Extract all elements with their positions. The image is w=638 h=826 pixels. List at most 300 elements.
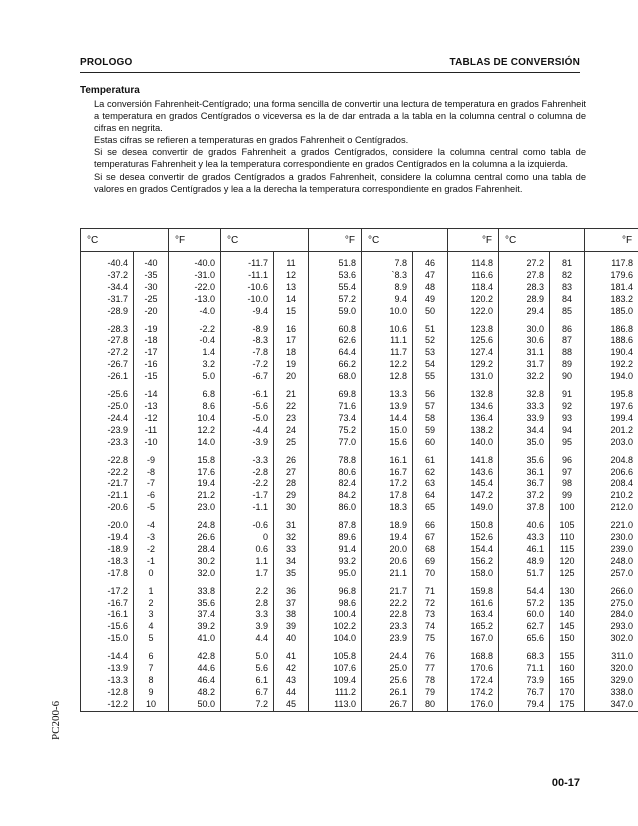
table-cell: 39.2 (169, 621, 221, 633)
table-cell: 16.7 (362, 467, 413, 479)
table-cell: -9 (134, 449, 169, 467)
table-cell: 2.2 (221, 580, 274, 598)
table-row (81, 663, 638, 675)
table-cell: 100.4 (309, 609, 362, 621)
table-cell: 138.2 (448, 425, 499, 437)
table-cell: -2.8 (221, 467, 274, 479)
table-cell: 23.3 (362, 621, 413, 633)
table-cell: 87 (550, 335, 585, 347)
table-cell: `8.3 (362, 270, 413, 282)
table-cell: -1 (134, 556, 169, 568)
table-cell: 20.6 (362, 556, 413, 568)
table-cell: -20.0 (81, 514, 134, 532)
table-cell: 93 (550, 413, 585, 425)
table-cell: 93.2 (309, 556, 362, 568)
table-cell: 4.4 (221, 633, 274, 645)
table-cell: 25 (274, 437, 309, 449)
table-cell: 49 (413, 294, 448, 306)
table-cell: 104.0 (309, 633, 362, 645)
table-cell: 79 (413, 687, 448, 699)
table-row (81, 383, 638, 401)
table-cell: -8 (134, 467, 169, 479)
table-cell: 53.6 (309, 270, 362, 282)
table-cell: 117.8 (585, 252, 638, 270)
table-cell: -8.9 (221, 318, 274, 336)
table-cell: -16 (134, 359, 169, 371)
table-cell: 34 (274, 556, 309, 568)
table-cell: 60.0 (499, 609, 550, 621)
table-cell: 15 (274, 306, 309, 318)
table-cell: 82.4 (309, 478, 362, 490)
table-cell: 98 (550, 478, 585, 490)
table-cell: 17.2 (362, 478, 413, 490)
table-cell: 83 (550, 282, 585, 294)
table-cell: 15.0 (362, 425, 413, 437)
table-cell: 160 (550, 663, 585, 675)
table-cell: -7 (134, 478, 169, 490)
table-cell: 111.2 (309, 687, 362, 699)
table-row (81, 359, 638, 371)
table-cell: 47 (413, 270, 448, 282)
section-title: Temperatura (80, 85, 140, 96)
table-cell: -22.0 (169, 282, 221, 294)
table-cell: 50.0 (169, 699, 221, 711)
temperature-conversion-table (80, 228, 638, 712)
table-cell: 204.8 (585, 449, 638, 467)
table-cell: 36.1 (499, 467, 550, 479)
table-cell: -0.4 (169, 335, 221, 347)
table-cell: 167.0 (448, 633, 499, 645)
table-cell: 30.6 (499, 335, 550, 347)
table-cell: 33.9 (499, 413, 550, 425)
table-row (81, 532, 638, 544)
table-cell: 113.0 (309, 699, 362, 711)
table-cell: -25 (134, 294, 169, 306)
table-cell: -16.1 (81, 609, 134, 621)
table-cell: 154.4 (448, 544, 499, 556)
table-row (81, 544, 638, 556)
table-cell: 9.4 (362, 294, 413, 306)
table-cell: -2 (134, 544, 169, 556)
table-cell: 3.2 (169, 359, 221, 371)
table-cell: 89 (550, 359, 585, 371)
table-cell: 118.4 (448, 282, 499, 294)
table-cell: 100 (550, 502, 585, 514)
table-row (81, 449, 638, 467)
table-cell: -37.2 (81, 270, 134, 282)
table-cell: 183.2 (585, 294, 638, 306)
table-cell: 131.0 (448, 371, 499, 383)
table-row (81, 598, 638, 610)
table-cell: 186.8 (585, 318, 638, 336)
table-cell: 5.0 (169, 371, 221, 383)
table-cell: -18 (134, 335, 169, 347)
table-cell: 37 (274, 598, 309, 610)
table-header-row (81, 229, 638, 252)
table-cell: -9.4 (221, 306, 274, 318)
table-cell: 73 (413, 609, 448, 621)
table-cell: -40.4 (81, 252, 134, 270)
table-cell: 140.0 (448, 437, 499, 449)
table-cell: 2 (134, 598, 169, 610)
table-cell: 114.8 (448, 252, 499, 270)
table-cell: 221.0 (585, 514, 638, 532)
table-body (81, 252, 638, 712)
table-cell: 116.6 (448, 270, 499, 282)
table-cell: -22.2 (81, 467, 134, 479)
table-cell: 96.8 (309, 580, 362, 598)
table-cell: -5.0 (221, 413, 274, 425)
table-cell: 201.2 (585, 425, 638, 437)
table-cell: 15.8 (169, 449, 221, 467)
table-cell: 41 (274, 645, 309, 663)
table-cell: 29 (274, 490, 309, 502)
table-cell: 150.8 (448, 514, 499, 532)
table-row (81, 282, 638, 294)
table-cell: 122.0 (448, 306, 499, 318)
table-cell: 185.0 (585, 306, 638, 318)
table-cell: -20.6 (81, 502, 134, 514)
header-celsius: °C (221, 229, 309, 252)
table-cell: 43.3 (499, 532, 550, 544)
table-cell: 26.7 (362, 699, 413, 711)
table-row (81, 645, 638, 663)
table-cell: 71.1 (499, 663, 550, 675)
table-cell: 34.4 (499, 425, 550, 437)
table-cell: -7.2 (221, 359, 274, 371)
table-cell: 107.6 (309, 663, 362, 675)
table-cell: -2.2 (221, 478, 274, 490)
table-cell: 17.6 (169, 467, 221, 479)
table-cell: 45 (274, 699, 309, 711)
table-cell: -14.4 (81, 645, 134, 663)
table-cell: 338.0 (585, 687, 638, 699)
table-cell: 206.6 (585, 467, 638, 479)
table-cell: -13 (134, 401, 169, 413)
table-cell: -15 (134, 371, 169, 383)
table-cell: -4.0 (169, 306, 221, 318)
table-cell: 60 (413, 437, 448, 449)
table-cell: 77 (413, 663, 448, 675)
table-cell: 69.8 (309, 383, 362, 401)
table-cell: 266.0 (585, 580, 638, 598)
table-cell: -31.7 (81, 294, 134, 306)
table-cell: 26.6 (169, 532, 221, 544)
table-cell: -20 (134, 306, 169, 318)
table-cell: 329.0 (585, 675, 638, 687)
intro-text (94, 98, 586, 195)
table-cell: 175 (550, 699, 585, 711)
table-row (81, 347, 638, 359)
table-cell: -27.8 (81, 335, 134, 347)
table-cell: 62.6 (309, 335, 362, 347)
table-cell: -11.7 (221, 252, 274, 270)
table-cell: 176.0 (448, 699, 499, 711)
table-cell: 156.2 (448, 556, 499, 568)
table-cell: 35.0 (499, 437, 550, 449)
table-cell: -8.3 (221, 335, 274, 347)
table-row (81, 675, 638, 687)
intro-paragraph: La conversión Fahrenheit-Centígrado; una forma sencilla de convertir una lectura de temperatura en grados Fahrenheit a temperatura en grados Centígrados o viceversa es la de dar entrada a la tabla en la columna central o columna de cifras en negrita. (94, 99, 586, 134)
table-cell: 68 (413, 544, 448, 556)
table-cell: 28.9 (499, 294, 550, 306)
table-cell: 18.9 (362, 514, 413, 532)
table-cell: 18.3 (362, 502, 413, 514)
table-cell: -6.7 (221, 371, 274, 383)
table-cell: -40 (134, 252, 169, 270)
table-cell: -17 (134, 347, 169, 359)
table-cell: 6.7 (221, 687, 274, 699)
table-cell: -4 (134, 514, 169, 532)
table-cell: 50 (413, 306, 448, 318)
table-cell: 6.8 (169, 383, 221, 401)
table-cell: 38 (274, 609, 309, 621)
table-cell: -28.9 (81, 306, 134, 318)
table-cell: -18.9 (81, 544, 134, 556)
table-cell: -31.0 (169, 270, 221, 282)
table-cell: 320.0 (585, 663, 638, 675)
table-cell: 3 (134, 609, 169, 621)
intro-paragraph: Si se desea convertir de grados Centígrados a grados Fahrenheit, considere la columna central como una tabla de valores en grados Centígrados y lea a la derecha la temperatura correspondiente en grados Fahrenheit. (94, 171, 586, 194)
table-cell: 27 (274, 467, 309, 479)
table-row (81, 467, 638, 479)
table-cell: 22 (274, 401, 309, 413)
table-cell: 36 (274, 580, 309, 598)
header-fahrenheit: °F (448, 229, 499, 252)
table-cell: 33.8 (169, 580, 221, 598)
table-cell: 61 (413, 449, 448, 467)
table-cell: 109.4 (309, 675, 362, 687)
table-cell: 57.2 (499, 598, 550, 610)
table-cell: 0 (134, 568, 169, 580)
table-cell: -23.3 (81, 437, 134, 449)
table-row (81, 478, 638, 490)
table-cell: 57.2 (309, 294, 362, 306)
table-cell: 43 (274, 675, 309, 687)
table-cell: 105.8 (309, 645, 362, 663)
table-row (81, 556, 638, 568)
table-cell: 203.0 (585, 437, 638, 449)
table-cell: 78.8 (309, 449, 362, 467)
table-cell: 76.7 (499, 687, 550, 699)
table-cell: 8.6 (169, 401, 221, 413)
table-cell: -13.3 (81, 675, 134, 687)
table-cell: 55.4 (309, 282, 362, 294)
table-cell: 35 (274, 568, 309, 580)
table-cell: 302.0 (585, 633, 638, 645)
table-cell: 91.4 (309, 544, 362, 556)
table-cell: 25.0 (362, 663, 413, 675)
table-cell: -3 (134, 532, 169, 544)
table-cell: 129.2 (448, 359, 499, 371)
header-celsius: °C (81, 229, 169, 252)
table-cell: 68.3 (499, 645, 550, 663)
table-cell: 127.4 (448, 347, 499, 359)
table-cell: 11.1 (362, 335, 413, 347)
table-cell: -6.1 (221, 383, 274, 401)
table-cell: 293.0 (585, 621, 638, 633)
table-cell: -34.4 (81, 282, 134, 294)
table-cell: -35 (134, 270, 169, 282)
table-cell: 91 (550, 383, 585, 401)
table-cell: 140 (550, 609, 585, 621)
table-cell: 28.4 (169, 544, 221, 556)
table-cell: 96 (550, 449, 585, 467)
table-cell: 13.9 (362, 401, 413, 413)
table-row (81, 699, 638, 711)
table-row (81, 633, 638, 645)
table-cell: 23.9 (362, 633, 413, 645)
table-cell: 150 (550, 633, 585, 645)
table-cell: -26.7 (81, 359, 134, 371)
table-cell: 81 (550, 252, 585, 270)
table-cell: 12.2 (169, 425, 221, 437)
table-cell: 4 (134, 621, 169, 633)
table-cell: 70 (413, 568, 448, 580)
table-cell: 208.4 (585, 478, 638, 490)
table-row (81, 437, 638, 449)
table-cell: 5.0 (221, 645, 274, 663)
table-cell: 66 (413, 514, 448, 532)
table-cell: 16 (274, 318, 309, 336)
table-cell: 134.6 (448, 401, 499, 413)
table-cell: 39 (274, 621, 309, 633)
table-cell: 75.2 (309, 425, 362, 437)
table-cell: 84 (550, 294, 585, 306)
table-cell: 115 (550, 544, 585, 556)
table-cell: 71 (413, 580, 448, 598)
table-cell: 10.0 (362, 306, 413, 318)
table-cell: 20 (274, 371, 309, 383)
table-cell: -5 (134, 502, 169, 514)
table-cell: 195.8 (585, 383, 638, 401)
table-row (81, 318, 638, 336)
table-cell: 1.4 (169, 347, 221, 359)
table-cell: -10.0 (221, 294, 274, 306)
table-cell: 37.2 (499, 490, 550, 502)
table-cell: 33 (274, 544, 309, 556)
table-cell: -12 (134, 413, 169, 425)
table-cell: 24.8 (169, 514, 221, 532)
table-cell: -6 (134, 490, 169, 502)
table-cell: 145.4 (448, 478, 499, 490)
table-cell: 10.6 (362, 318, 413, 336)
table-cell: 35.6 (499, 449, 550, 467)
table-cell: -5.6 (221, 401, 274, 413)
table-cell: 130 (550, 580, 585, 598)
table-cell: 73.4 (309, 413, 362, 425)
table-cell: -19 (134, 318, 169, 336)
table-cell: 85 (550, 306, 585, 318)
table-cell: 21.7 (362, 580, 413, 598)
table-cell: -1.7 (221, 490, 274, 502)
table-cell: 123.8 (448, 318, 499, 336)
table-cell: 6.1 (221, 675, 274, 687)
table-cell: 30.2 (169, 556, 221, 568)
table-cell: 46.1 (499, 544, 550, 556)
table-cell: 36.7 (499, 478, 550, 490)
table-cell: 155 (550, 645, 585, 663)
table-cell: 62.7 (499, 621, 550, 633)
table-cell: 165.2 (448, 621, 499, 633)
table-cell: -21.1 (81, 490, 134, 502)
table-cell: 54 (413, 359, 448, 371)
table-cell: 16.1 (362, 449, 413, 467)
table-cell: -25.0 (81, 401, 134, 413)
table-row (81, 502, 638, 514)
table-cell: 21.1 (362, 568, 413, 580)
table-cell: 64 (413, 490, 448, 502)
table-cell: 98.6 (309, 598, 362, 610)
table-cell: 3.9 (221, 621, 274, 633)
table-row (81, 371, 638, 383)
table-cell: -24.4 (81, 413, 134, 425)
table-cell: 17 (274, 335, 309, 347)
table-cell: 42 (274, 663, 309, 675)
table-cell: 55 (413, 371, 448, 383)
table-cell: 8.9 (362, 282, 413, 294)
table-cell: 212.0 (585, 502, 638, 514)
intro-paragraph: Si se desea convertir de grados Fahrenheit a grados Centígrados, considere la columna central como tabla de temperaturas Fahrenheit y lea la temperatura correspondiente en grados Centígrados en la columna a la izquierda. (94, 147, 586, 170)
table-row (81, 252, 638, 270)
table-cell: 149.0 (448, 502, 499, 514)
table-cell: 25.6 (362, 675, 413, 687)
table-cell: 102.2 (309, 621, 362, 633)
table-cell: 64.4 (309, 347, 362, 359)
table-cell: 44.6 (169, 663, 221, 675)
table-cell: 152.6 (448, 532, 499, 544)
table-cell: 28.3 (499, 282, 550, 294)
header-section-name: PROLOGO (80, 57, 133, 68)
table-cell: 163.4 (448, 609, 499, 621)
table-cell: 135 (550, 598, 585, 610)
table-cell: -11.1 (221, 270, 274, 282)
header-fahrenheit: °F (169, 229, 221, 252)
table-cell: 105 (550, 514, 585, 532)
table-cell: 33.3 (499, 401, 550, 413)
table-cell: 165 (550, 675, 585, 687)
table-row (81, 609, 638, 621)
table-cell: -0.6 (221, 514, 274, 532)
table-cell: 24 (274, 425, 309, 437)
table-cell: 31.1 (499, 347, 550, 359)
table-cell: 7.2 (221, 699, 274, 711)
table-cell: 90 (550, 371, 585, 383)
table-cell: 46 (413, 252, 448, 270)
table-cell: 188.6 (585, 335, 638, 347)
table-cell: 10 (134, 699, 169, 711)
table-cell: 99 (550, 490, 585, 502)
table-cell: 197.6 (585, 401, 638, 413)
table-cell: 26 (274, 449, 309, 467)
table-cell: 192.2 (585, 359, 638, 371)
table-cell: 13.3 (362, 383, 413, 401)
table-cell: 20.0 (362, 544, 413, 556)
table-cell: 37.8 (499, 502, 550, 514)
table-cell: -17.2 (81, 580, 134, 598)
table-cell: 94 (550, 425, 585, 437)
table-cell: 170 (550, 687, 585, 699)
table-cell: 12 (274, 270, 309, 282)
table-cell: 5.6 (221, 663, 274, 675)
table-cell: 284.0 (585, 609, 638, 621)
table-row (81, 294, 638, 306)
table-cell: 77.0 (309, 437, 362, 449)
table-cell: -13.9 (81, 663, 134, 675)
table-cell: -25.6 (81, 383, 134, 401)
table-cell: 1.1 (221, 556, 274, 568)
table-cell: 59 (413, 425, 448, 437)
